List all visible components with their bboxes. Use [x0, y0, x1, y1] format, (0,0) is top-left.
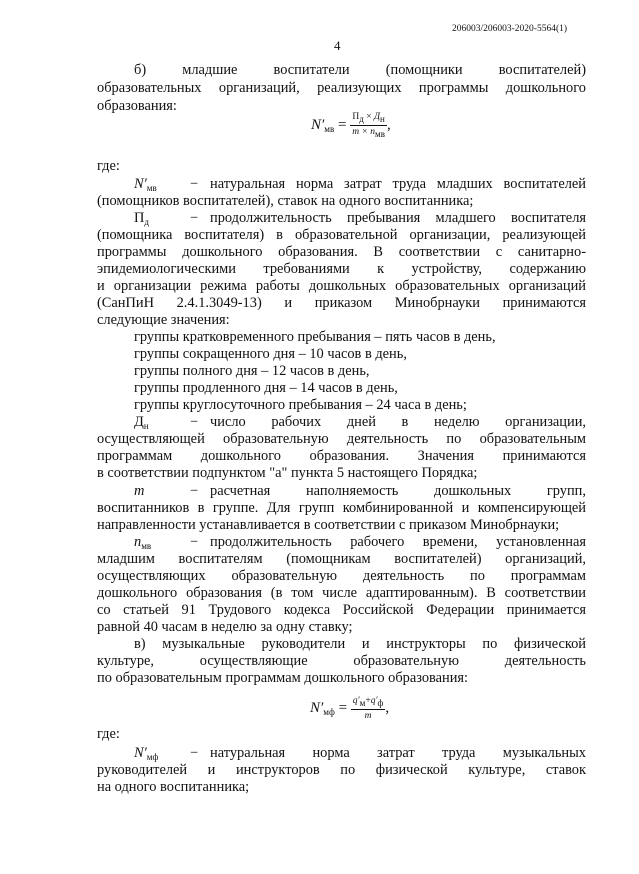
- term-m: m: [134, 483, 145, 499]
- def-d-n-line: программам дошкольного образования. Значения принимаются: [97, 448, 586, 464]
- dash: −: [190, 176, 199, 192]
- term-n-mv: $N'_{мв}$: [134, 176, 157, 193]
- dash: −: [190, 414, 199, 430]
- def-p-d-line: следующие значения:: [97, 312, 230, 328]
- section-v-intro-line-3: по образовательным программам дошкольного образования:: [97, 670, 469, 686]
- term-n-mv-hours: $n_{мв}$: [134, 534, 152, 551]
- term-d-n: $Д_н$: [134, 414, 149, 431]
- formula-mf: $N'_{мф}$ = $\frac{q'м+q'ф}{m}$ ,: [310, 696, 390, 721]
- section-b-intro-line-2: образовательных организаций, реализующих программы дошкольного: [97, 80, 586, 96]
- group-item: группы полного дня – 12 часов в день,: [134, 363, 370, 379]
- def-n-mf-line: руководителей и инструкторов по физической культуре, ставок: [97, 762, 586, 778]
- group-item: группы круглосуточного пребывания – 24 часа в день;: [134, 397, 467, 413]
- dash: −: [190, 534, 199, 550]
- def-n-mv-line: (помощников воспитателей), ставок на одного воспитанника;: [97, 193, 474, 209]
- term-p-d: $П_д$: [134, 210, 149, 227]
- def-p-d-line: (помощника воспитателя) в образовательной организации, реализующей: [97, 227, 586, 243]
- def-n-mv-first: натуральная норма затрат труда младших воспитателей: [210, 176, 586, 192]
- def-n-mv-hours-line: осуществляющих образовательную деятельность по программам: [97, 568, 586, 584]
- def-m-first: расчетная наполняемость дошкольных групп,: [210, 483, 586, 499]
- def-p-d-line: (СанПиН 2.4.1.3049-13) и приказом Минобрнауки принимаются: [97, 295, 586, 311]
- dash: −: [190, 745, 199, 761]
- formula-mv: $N'_{мв}$ = $\frac{Пд \times Дн}{\text{m × nмв}}$ ,: [311, 112, 391, 139]
- dash: −: [190, 483, 199, 499]
- page-number: 4: [334, 38, 341, 53]
- section-b-intro-line-3: образования:: [97, 98, 177, 114]
- def-m-line: направленности устанавливается в соответствии с приказом Минобрнауки;: [97, 517, 560, 533]
- group-item: группы продленного дня – 14 часов в день,: [134, 380, 398, 396]
- def-p-d-line: и организации режима работы дошкольных образовательных организаций: [97, 278, 586, 294]
- def-m-line: воспитанников в группе. Для групп комбинированной и компенсирующей: [97, 500, 586, 516]
- def-n-mv-hours-first: продолжительность рабочего времени, установленная: [210, 534, 586, 550]
- def-p-d-line: эпидемиологическими требованиями к устройству, содержанию: [97, 261, 586, 277]
- where-label-1: где:: [97, 158, 120, 174]
- section-b-intro-line-1: б) младшие воспитатели (помощники воспитателей): [134, 62, 586, 78]
- def-p-d-line: программы дошкольного образования. В соответствии с санитарно-: [97, 244, 586, 260]
- where-label-2: где:: [97, 726, 120, 742]
- dash: −: [190, 210, 199, 226]
- group-item: группы сокращенного дня – 10 часов в день,: [134, 346, 407, 362]
- def-n-mf-first: натуральная норма затрат труда музыкальных: [210, 745, 586, 761]
- term-n-mf: $N'_{мф}$: [134, 745, 159, 762]
- def-p-d-first: продолжительность пребывания младшего воспитателя: [210, 210, 586, 226]
- def-n-mv-hours-line: младшим воспитателям (помощникам воспитателей) организаций,: [97, 551, 586, 567]
- def-n-mv-hours-line: дошкольного образования (в том числе адаптированным). В соответствии: [97, 585, 586, 601]
- section-v-intro-line-2: культуре, осуществляющие образовательную деятельность: [97, 653, 586, 669]
- def-d-n-line: осуществляющей образовательную деятельность по образовательным: [97, 431, 586, 447]
- document-id: 206003/206003-2020-5564(1): [452, 24, 568, 34]
- def-n-mv-hours-line: равной 40 часам в неделю за одну ставку;: [97, 619, 353, 635]
- def-d-n-first: число рабочих дней в неделю организации,: [210, 414, 586, 430]
- def-d-n-line: в соответствии подпунктом "а" пункта 5 настоящего Порядка;: [97, 465, 478, 481]
- group-item: группы кратковременного пребывания – пять часов в день,: [134, 329, 496, 345]
- def-n-mv-hours-line: со статьей 91 Трудового кодекса Российской Федерации принимается: [97, 602, 586, 618]
- def-n-mf-line: на одного воспитанника;: [97, 779, 250, 795]
- section-v-intro-line-1: в) музыкальные руководители и инструкторы по физической: [134, 636, 586, 652]
